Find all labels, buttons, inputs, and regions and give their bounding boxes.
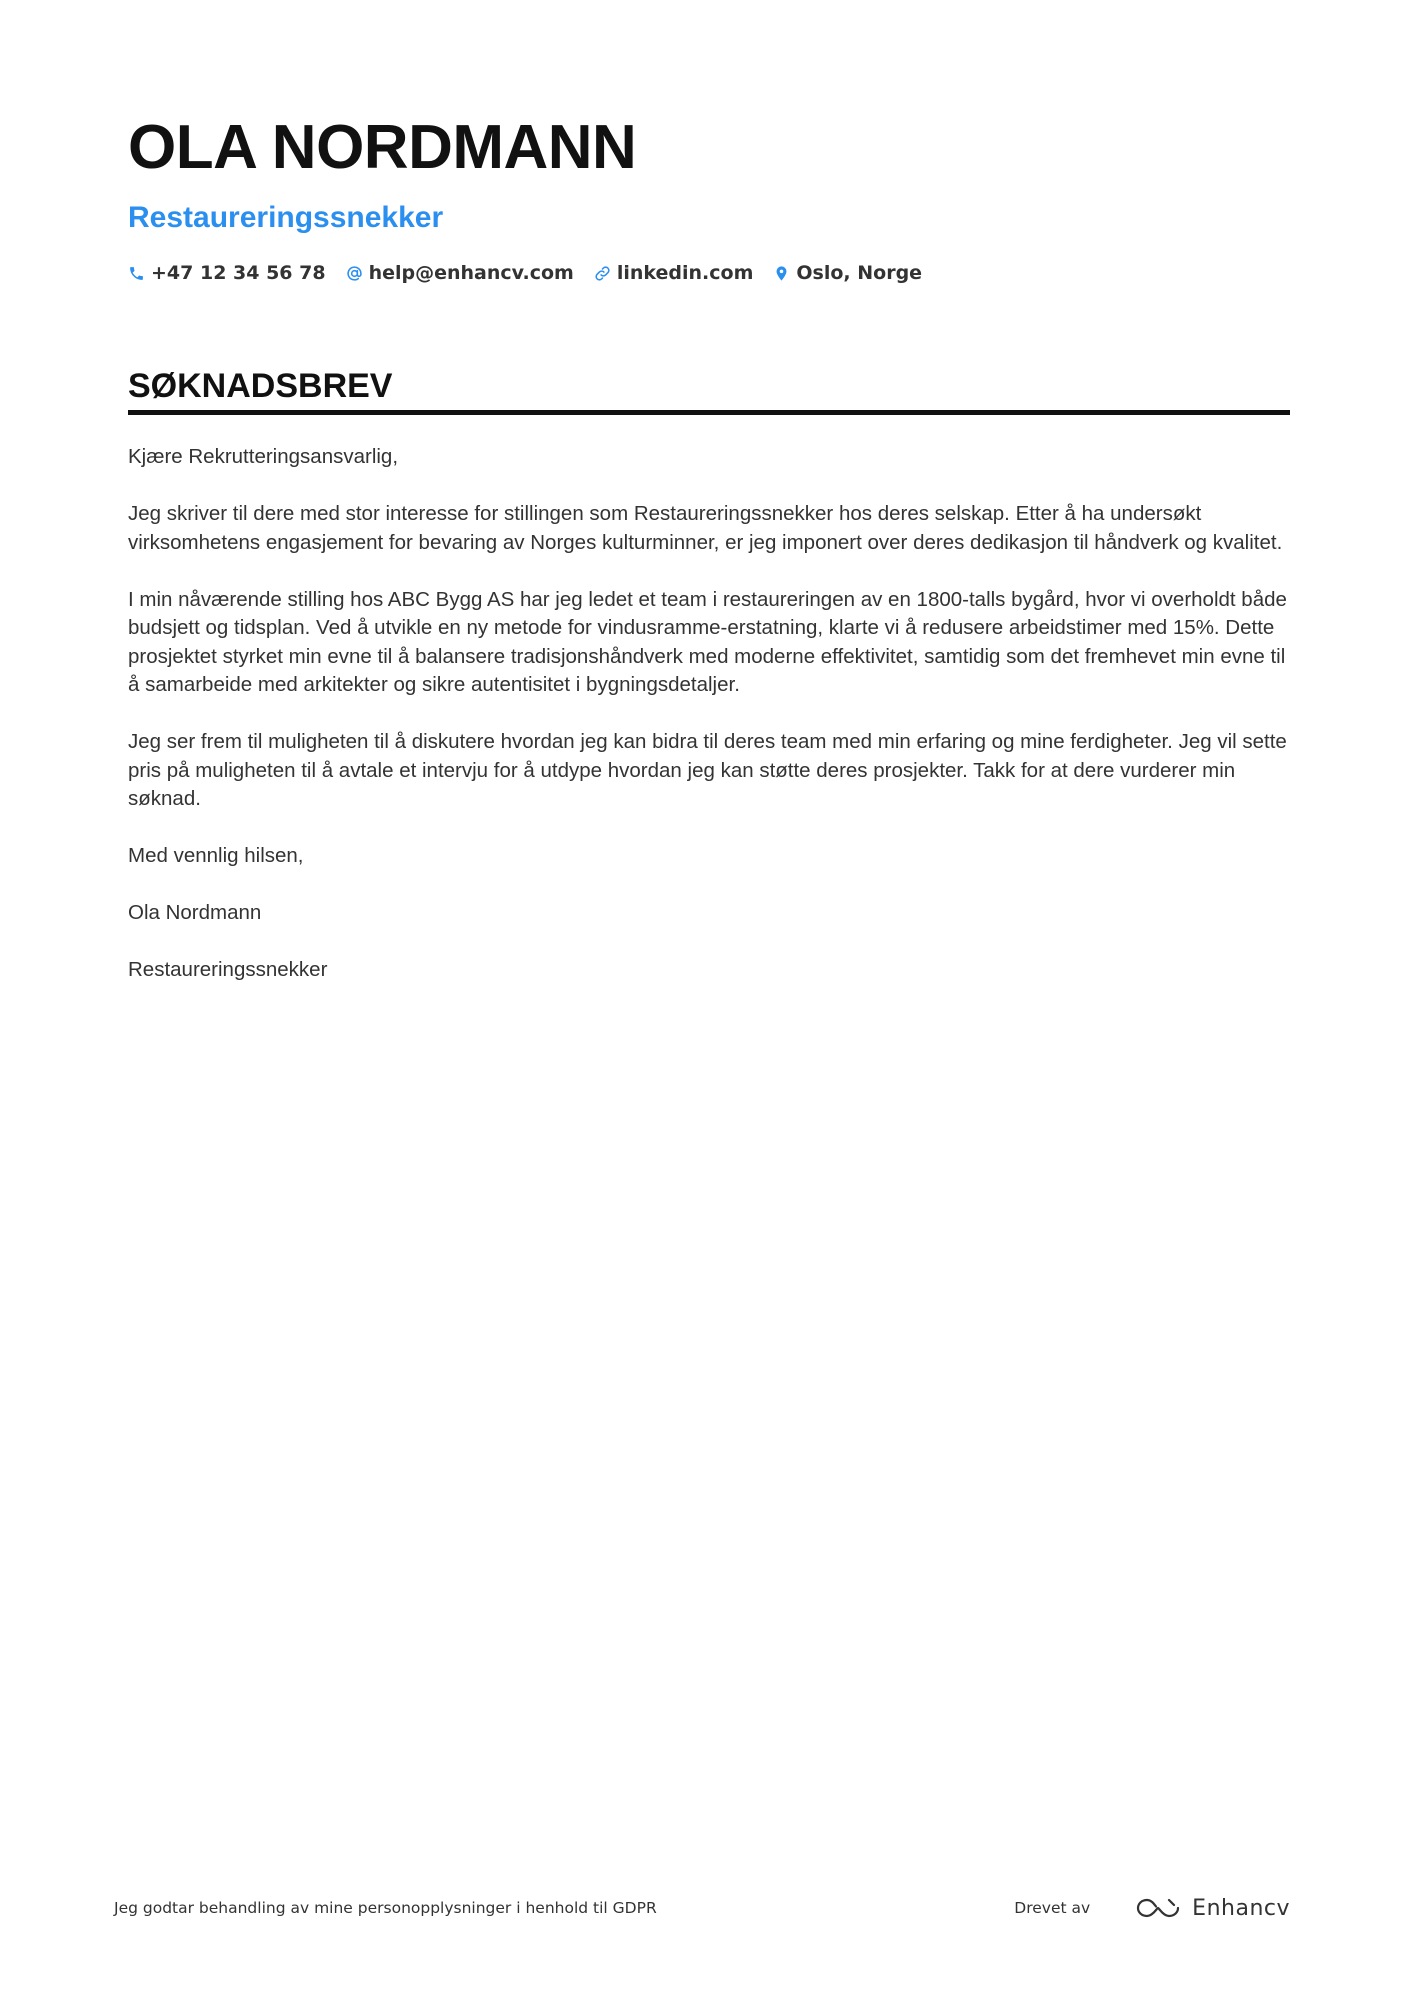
phone-number: +47 12 34 56 78 bbox=[151, 262, 326, 284]
location-pin-icon bbox=[773, 265, 790, 282]
candidate-name: OLA NORDMANN bbox=[128, 113, 637, 182]
closing: Med vennlig hilsen, bbox=[128, 844, 304, 867]
powered-by bbox=[1014, 1895, 1290, 1921]
letter-body bbox=[128, 443, 1290, 985]
contact-location bbox=[773, 262, 922, 284]
location: Oslo, Norge bbox=[796, 262, 923, 284]
gdpr-consent: Jeg godtar behandling av mine personopplysninger i henhold til GDPR bbox=[114, 1899, 657, 1917]
signature-title: Restaureringssnekker bbox=[128, 958, 328, 981]
email-address: help@enhancv.com bbox=[368, 262, 574, 284]
paragraph-1: Jeg skriver til dere med stor interesse for stillingen som Restaureringssnekker hos deres selskap. Etter å ha undersøkt virksomhetens engasjement for bevaring av Norges kulturminner, er jeg imponert over deres dedikasjon til håndverk og kvalitet. bbox=[128, 502, 1283, 554]
enhancv-logo-icon bbox=[1134, 1895, 1182, 1921]
paragraph-2: I min nåværende stilling hos ABC Bygg AS har jeg ledet et team i restaureringen av en 1800-talls bygård, hvor vi overholdt både budsjett og tidsplan. Ved å utvikle en ny metode for vindusramme-erstatning, klarte vi å redusere arbeidstimer med 15%. Dette prosjektet styrket min evne til å balansere tradisjonshåndverk med moderne effektivitet, samtidig som det fremhevet min evne til å samarbeide med arkitekter og sikre autentisitet i bygningsdetaljer. bbox=[128, 587, 1287, 696]
powered-by-label: Drevet av bbox=[1014, 1899, 1091, 1917]
paragraph-3: Jeg ser frem til muligheten til å diskutere hvordan jeg kan bidra til deres team med min erfaring og mine ferdigheter. Jeg vil sette pris på muligheten til å avtale et intervju for å utdype hvordan jeg kan støtte deres prosjekter. Takk for at dere vurderer min søknad. bbox=[128, 730, 1287, 810]
linkedin-link[interactable]: linkedin.com bbox=[616, 262, 754, 284]
link-icon bbox=[594, 265, 611, 282]
salutation: Kjære Rekrutteringsansvarlig, bbox=[128, 445, 399, 468]
brand-name: Enhancv bbox=[1192, 1895, 1290, 1921]
phone-icon bbox=[128, 265, 145, 282]
contact-link bbox=[594, 262, 754, 284]
contact-bar bbox=[128, 262, 1290, 284]
footer bbox=[114, 1888, 1290, 1928]
signature-name: Ola Nordmann bbox=[128, 901, 262, 924]
letter-content bbox=[128, 112, 1290, 1013]
job-title: Restaureringssnekker bbox=[128, 201, 444, 234]
at-icon bbox=[346, 265, 363, 282]
contact-email bbox=[346, 262, 574, 284]
contact-phone bbox=[128, 262, 326, 284]
brand-logo[interactable] bbox=[1134, 1895, 1290, 1921]
section-title: SØKNADSBREV bbox=[128, 366, 1290, 415]
